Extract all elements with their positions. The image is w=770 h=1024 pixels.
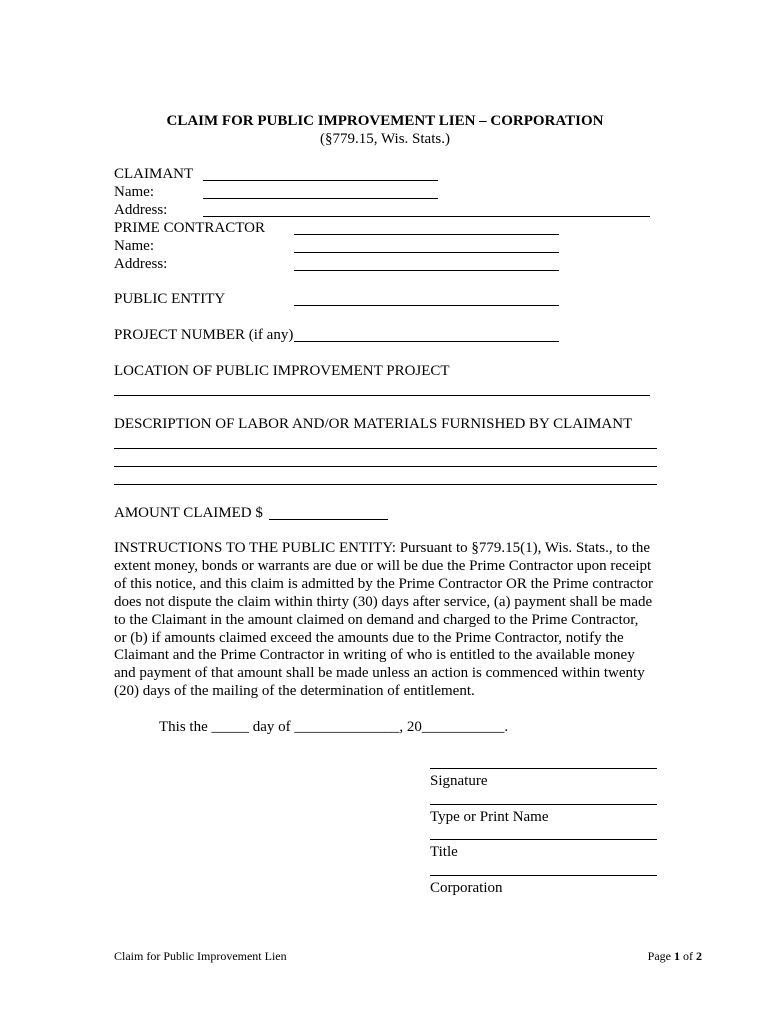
claimant-line[interactable]	[203, 180, 438, 181]
description-line-3[interactable]	[114, 484, 657, 485]
claimant-address-label: Address:	[114, 202, 168, 218]
page-of: of	[680, 949, 696, 963]
instructions-line: extent money, bonds or warrants are due or will be due the Prime Contractor upon receipt	[114, 557, 652, 574]
claimant-label: CLAIMANT	[114, 166, 194, 182]
current-page: 1	[674, 949, 680, 963]
claimant-name-line[interactable]	[203, 198, 438, 199]
amount-claimed-label: AMOUNT CLAIMED $	[114, 505, 263, 521]
prime-contractor-line[interactable]	[294, 234, 559, 235]
description-label: DESCRIPTION OF LABOR AND/OR MATERIALS FURNISHED BY CLAIMANT	[114, 416, 633, 432]
project-number-label: PROJECT NUMBER (if any)	[114, 327, 294, 343]
instructions-line: INSTRUCTIONS TO THE PUBLIC ENTITY: Pursuant to §779.15(1), Wis. Stats., to the	[114, 540, 651, 556]
instructions-line: and payment of that amount shall be made unless an action is commenced within twenty	[114, 665, 645, 682]
instructions-line: Claimant and the Prime Contractor in writing of who is entitled to the available money	[114, 647, 635, 664]
instructions-line: or (b) if amounts claimed exceed the amounts due to the Prime Contractor, notify the	[114, 629, 624, 646]
prime-contractor-name-line[interactable]	[294, 252, 559, 253]
instructions-line: (20) days of the mailing of the determination of entitlement.	[114, 683, 475, 700]
public-entity-label: PUBLIC ENTITY	[114, 291, 226, 307]
total-pages: 2	[696, 949, 702, 963]
corporation-label: Corporation	[430, 880, 503, 896]
public-entity-line[interactable]	[294, 305, 559, 306]
prime-contractor-name-label: Name:	[114, 238, 154, 254]
signature-line[interactable]	[430, 768, 657, 769]
prime-contractor-address-line[interactable]	[294, 270, 559, 271]
project-number-line[interactable]	[294, 341, 559, 342]
print-name-line[interactable]	[430, 804, 657, 805]
instructions-paragraph	[114, 540, 674, 701]
location-label: LOCATION OF PUBLIC IMPROVEMENT PROJECT	[114, 363, 450, 379]
prime-contractor-address-label: Address:	[114, 256, 168, 272]
page-indicator	[648, 949, 702, 963]
document-subtitle: (§779.15, Wis. Stats.)	[320, 131, 450, 147]
document-title: CLAIM FOR PUBLIC IMPROVEMENT LIEN – CORPORATION	[166, 113, 604, 129]
title-label: Title	[430, 844, 458, 860]
date-line[interactable]: This the _____ day of ______________, 20___________.	[159, 719, 509, 735]
location-line[interactable]	[114, 395, 650, 396]
page-prefix: Page	[647, 949, 674, 963]
description-line-2[interactable]	[114, 466, 657, 467]
claimant-name-label: Name:	[114, 184, 154, 200]
claimant-address-line[interactable]	[203, 216, 650, 217]
instructions-line: to the Claimant in the amount claimed on demand and charged to the Prime Contractor,	[114, 611, 639, 628]
signature-label: Signature	[430, 773, 488, 789]
print-name-label: Type or Print Name	[430, 809, 549, 825]
description-line-1[interactable]	[114, 448, 657, 449]
instructions-line: of this notice, and this claim is admitted by the Prime Contractor OR the Prime contractor	[114, 575, 654, 592]
footer-document-name: Claim for Public Improvement Lien	[114, 949, 287, 963]
title-line[interactable]	[430, 839, 657, 840]
amount-claimed-line[interactable]	[269, 519, 388, 520]
instructions-line: does not dispute the claim within thirty (30) days after service, (a) payment shall be made	[114, 593, 653, 610]
prime-contractor-label: PRIME CONTRACTOR	[114, 220, 265, 236]
corporation-line[interactable]	[430, 875, 657, 876]
